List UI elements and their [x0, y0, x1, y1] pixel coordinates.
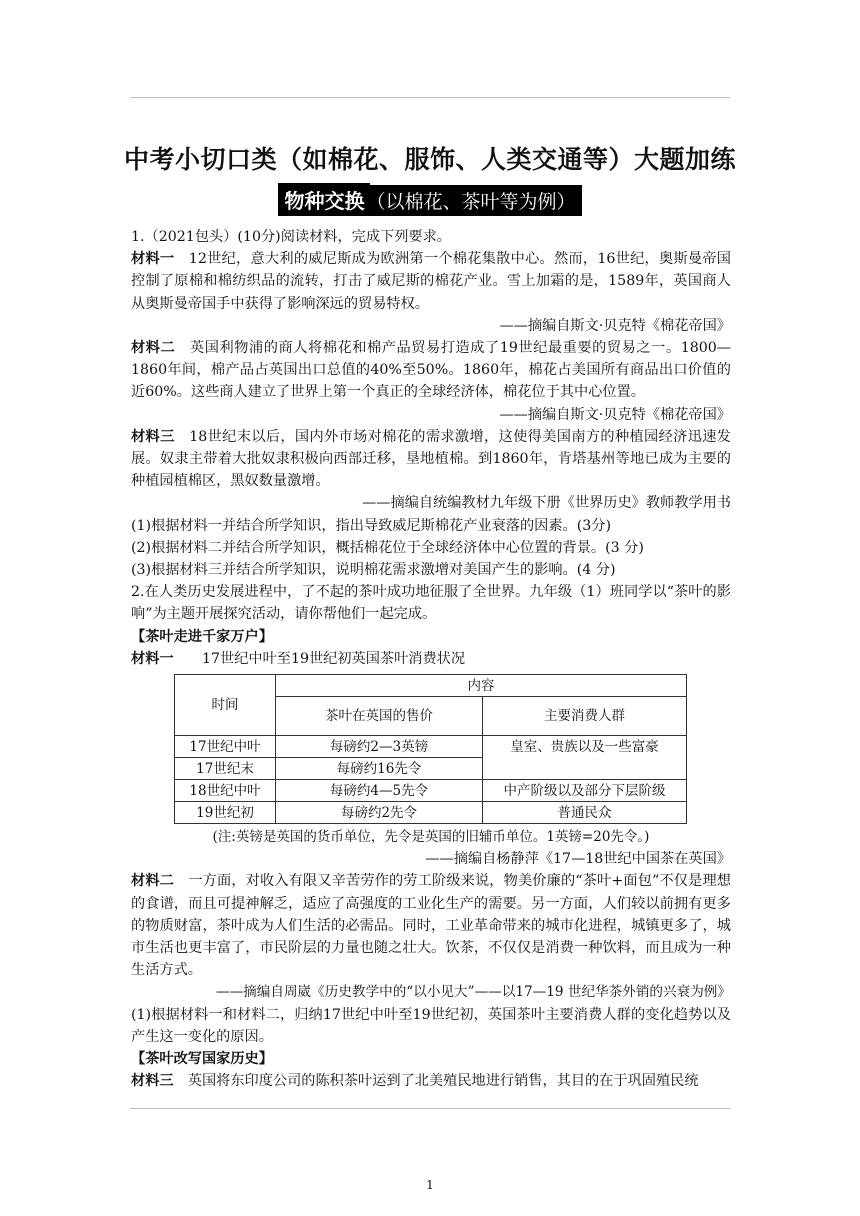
header-price: 茶叶在英国的售价 — [276, 697, 483, 736]
q2-material-2 — [131, 870, 731, 981]
source-line: ——摘编自统编教材九年级下册《世界历史》教师教学用书 — [362, 495, 731, 512]
q1-material-2 — [131, 337, 731, 404]
material-label: 材料二 — [131, 340, 176, 357]
material-label: 材料三 — [131, 428, 175, 445]
subtitle-highlight: 物种交换 — [278, 183, 370, 216]
tea-consumption-table — [174, 674, 687, 824]
footer-rule — [130, 1108, 730, 1109]
cell-time: 19世纪初 — [175, 802, 276, 824]
material-text: 12世纪，意大利的威尼斯成为欧洲第一个棉花集散中心。然而，16世纪，奥斯曼帝国控制了原棉和棉纺织品的流转，打击了威尼斯的棉花产业。雪上加霜的是，1589年，英国商人从奥斯曼帝国手中获得了影响深远的贸易特权。 — [131, 251, 731, 312]
cell-people: 皇室、贵族以及一些富豪 — [483, 736, 687, 780]
cell-time: 17世纪末 — [175, 758, 276, 780]
table-row — [175, 736, 687, 758]
q2-question-1: (1)根据材料一和材料二，归纳17世纪中叶至19世纪初，英国茶叶主要消费人群的变化趋势以及产生这一变化的原因。 — [131, 1006, 731, 1045]
cell-price: 每磅约4—5先令 — [276, 780, 483, 802]
cell-people: 中产阶级以及部分下层阶级 — [483, 780, 687, 802]
header-people: 主要消费人群 — [483, 697, 687, 736]
q2-header: 2.在人类历史发展进程中，了不起的茶叶成功地征服了全世界。九年级（1）班同学以“茶叶的影响”为主题开展探究活动，请你帮他们一起完成。 — [131, 584, 731, 623]
q1-question-3: (3)根据材料三并结合所学知识，说明棉花需求激增对美国产生的影响。(4 分) — [131, 562, 616, 579]
document-body — [131, 226, 731, 1093]
cell-time: 17世纪中叶 — [175, 736, 276, 758]
table-caption: 17世纪中叶至19世纪初英国茶叶消费状况 — [173, 650, 466, 667]
source-line: ——摘编自杨静萍《17—18世纪中国茶在英国》 — [425, 851, 731, 868]
page-number: 1 — [426, 1178, 434, 1192]
q1-header: 1.（2021包头）(10分)阅读材料，完成下列要求。 — [131, 229, 451, 245]
table-row — [175, 802, 687, 824]
section-heading: 【茶叶改写国家历史】 — [131, 1051, 273, 1068]
material-text: 英国将东印度公司的陈积茶叶运到了北美殖民地进行销售，其目的在于巩固殖民统 — [173, 1073, 699, 1090]
cell-people: 普通民众 — [483, 802, 687, 824]
q1-question-1: (1)根据材料一并结合所学知识，指出导致威尼斯棉花产业衰落的因素。(3分) — [131, 517, 612, 534]
subtitle — [0, 183, 860, 216]
table-row — [175, 780, 687, 802]
subtitle-rest: （以棉花、茶叶等为例） — [366, 185, 581, 216]
material-label: 材料三 — [131, 1073, 174, 1090]
material-label: 材料一 — [131, 251, 175, 268]
source-line: ——摘编自斯文·贝克特《棉花帝国》 — [499, 317, 731, 334]
cell-time: 18世纪中叶 — [175, 780, 276, 802]
page-title: 中考小切口类（如棉花、服饰、人类交通等）大题加练 — [123, 145, 736, 174]
material-text: 英国利物浦的商人将棉花和棉产品贸易打造成了19世纪最重要的贸易之一。1800—1860年间，棉产品占英国出口总值的40%至50%。1860年，棉花占美国所有商品出口价值的近60%。这些商人建立了世界上第一个真正的全球经济体，棉花位于其中心位置。 — [131, 340, 731, 401]
table-note: (注:英镑是英国的货币单位，先令是英国的旧辅币单位。1英镑=20先令。) — [212, 829, 650, 846]
q1-material-3 — [131, 426, 731, 493]
material-text: 18世纪末以后，国内外市场对棉花的需求激增，这使得美国南方的种植园经济迅速发展。奴隶主带着大批奴隶积极向西部迁移，垦地植棉。到1860年，肯塔基州等地已成为主要的种植园植棉区，黑奴数量激增。 — [131, 428, 731, 490]
source-line: ——摘编自斯文·贝克特《棉花帝国》 — [499, 406, 731, 423]
q2-material-3 — [131, 1070, 731, 1092]
material-text: 一方面，对收入有限又辛苦劳作的劳工阶级来说，物美价廉的“茶叶+面包”不仅是理想的食谱，而且可提神解乏，适应了高强度的工业化生产的需要。另一方面，人们较以前拥有更多的物质财富，茶叶成为人们生活的必需品。同时，工业革命带来的城市化进程，城镇更多了，城市生活也更丰富了，市民阶层的力量也随之壮大。饮茶，不仅仅是消费一种饮料，而且成为一种生活方式。 — [131, 873, 731, 979]
q2-material-1 — [131, 648, 731, 670]
material-label: 材料二 — [131, 873, 174, 890]
q1-material-1 — [131, 248, 731, 315]
cell-price: 每磅约2—3英镑 — [276, 736, 483, 758]
cell-price: 每磅约2先令 — [276, 802, 483, 824]
source-line: ——摘编自周崴《历史教学中的“以小见大”——以17—19 世纪华茶外销的兴衰为例》 — [215, 984, 731, 1001]
material-label: 材料一 — [131, 650, 174, 667]
q1-question-2: (2)根据材料二并结合所学知识，概括棉花位于全球经济体中心位置的背景。(3 分) — [131, 539, 644, 556]
header-content: 内容 — [276, 675, 687, 697]
header-time: 时间 — [175, 675, 276, 736]
section-heading: 【茶叶走进千家万户】 — [131, 628, 273, 645]
header-rule — [130, 97, 730, 98]
cell-price: 每磅约16先令 — [276, 758, 483, 780]
